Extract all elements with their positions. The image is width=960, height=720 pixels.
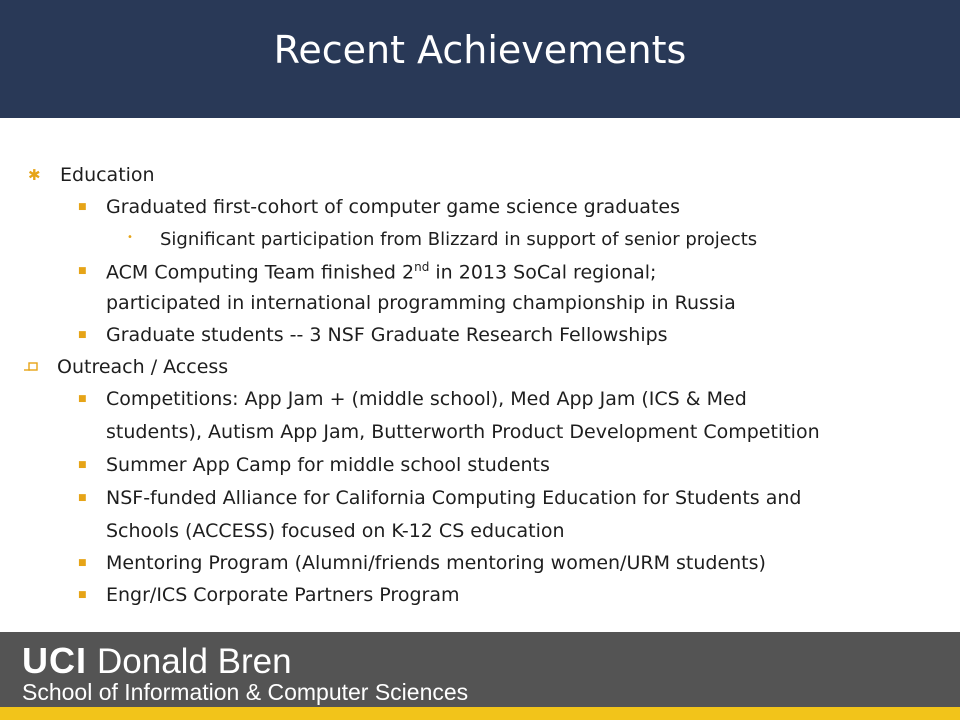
list-item: Outreach / Access (57, 356, 229, 378)
square-bullet-icon: ■ (78, 202, 87, 212)
asterisk-bullet-icon: ✱ (28, 166, 41, 184)
list-item: Engr/ICS Corporate Partners Program (106, 584, 460, 606)
list-item: ACM Computing Team finished 2nd in 2013 SoCal regional; (106, 260, 657, 284)
list-item: Graduate students -- 3 NSF Graduate Research Fellowships (106, 324, 668, 346)
flag-bullet-icon (24, 362, 38, 372)
square-bullet-icon: ■ (78, 266, 87, 276)
slide-title: Recent Achievements (273, 28, 687, 72)
uci-logo (22, 640, 292, 682)
uci-wordmark: UCI (22, 640, 87, 681)
square-bullet-icon: ■ (78, 394, 87, 404)
list-item-continuation: participated in international programming championship in Russia (106, 292, 736, 314)
square-bullet-icon: ■ (78, 460, 87, 470)
title-bar (0, 0, 960, 118)
gold-stripe (0, 707, 960, 720)
dot-bullet-icon: • (127, 232, 133, 243)
list-item-continuation: Schools (ACCESS) focused on K-12 CS education (106, 520, 565, 542)
square-bullet-icon: ■ (78, 558, 87, 568)
square-bullet-icon: ■ (78, 330, 87, 340)
list-item-continuation: students), Autism App Jam, Butterworth Product Development Competition (106, 421, 820, 443)
list-item: Competitions: App Jam + (middle school), Med App Jam (ICS & Med (106, 388, 747, 410)
list-item: Graduated first-cohort of computer game science graduates (106, 196, 680, 218)
list-item: Summer App Camp for middle school students (106, 454, 550, 476)
school-subtitle: School of Information & Computer Sciences (22, 679, 469, 705)
school-name: Donald Bren (97, 642, 292, 681)
list-item: Significant participation from Blizzard in support of senior projects (160, 229, 758, 250)
square-bullet-icon: ■ (78, 493, 87, 503)
superscript: nd (414, 260, 430, 274)
square-bullet-icon: ■ (78, 590, 87, 600)
list-item: Mentoring Program (Alumni/friends mentoring women/URM students) (106, 552, 766, 574)
list-item: NSF-funded Alliance for California Computing Education for Students and (106, 487, 802, 509)
list-item: Education (60, 164, 155, 186)
